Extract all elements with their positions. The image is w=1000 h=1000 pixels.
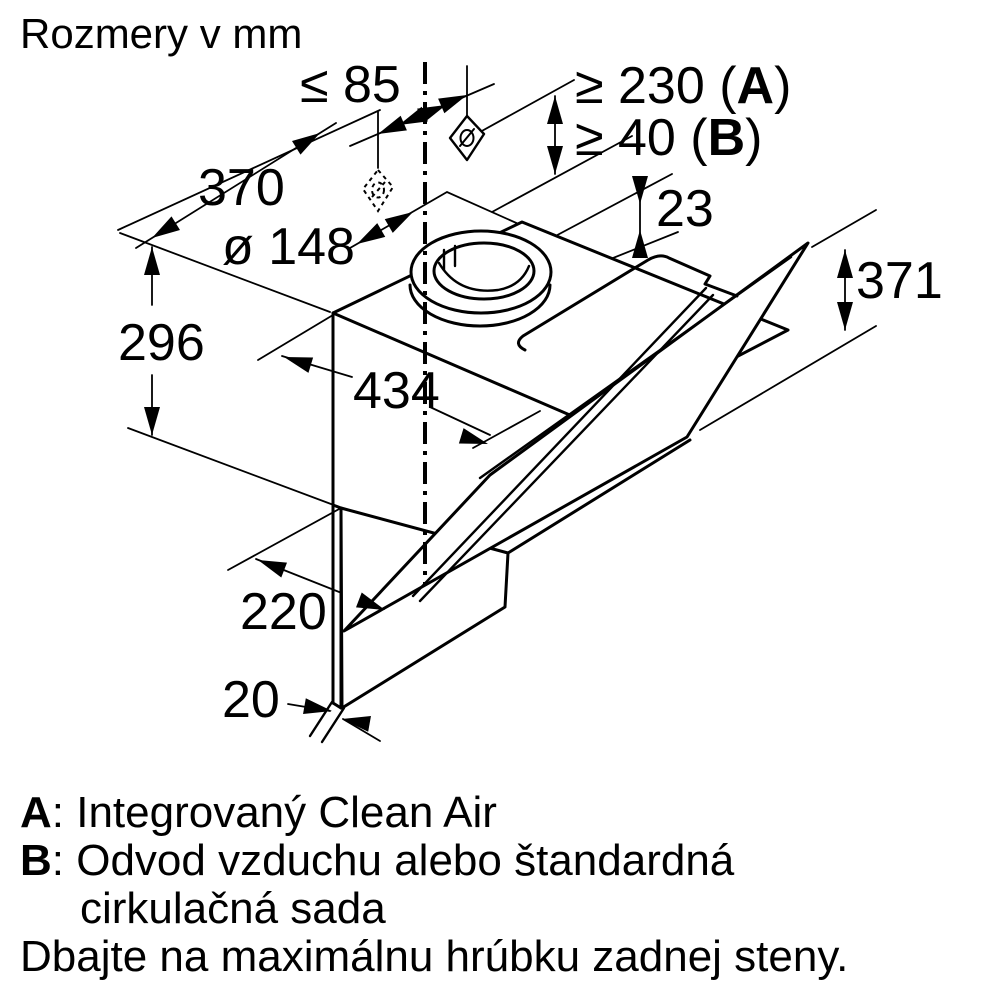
mounting-screw-hidden-icon	[363, 170, 393, 211]
dim-434-ext-left	[258, 315, 333, 360]
dim-148-label: ø 148	[222, 218, 355, 276]
dim-40-label: ≥ 40 (B)	[575, 109, 763, 167]
note-b	[20, 837, 734, 885]
dim-220-label: 220	[240, 583, 327, 641]
page-title: Rozmery v mm	[20, 10, 303, 57]
dim-23-label: 23	[656, 180, 714, 238]
note-a-letter: A	[20, 788, 52, 837]
dim-371-label: 371	[856, 252, 943, 310]
dim-371-ext-top	[812, 210, 876, 247]
dim-85-label: ≤ 85	[300, 56, 401, 114]
dim-230-label: ≥ 230 (A)	[575, 57, 792, 115]
dim-434-label: 434	[353, 362, 440, 420]
dim-296-label: 296	[118, 314, 205, 372]
dim-230-ext-top	[480, 80, 574, 132]
dim-220-ext-left	[228, 508, 341, 570]
note-a	[20, 789, 497, 837]
mounting-screw-icon	[450, 116, 484, 160]
note-a-text: : Integrovaný Clean Air	[51, 788, 497, 837]
note-b-text: : Odvod vzduchu alebo štandardná	[51, 836, 735, 885]
note-b-line2: cirkulačná sada	[80, 884, 386, 933]
dim-23-ext-top	[548, 174, 672, 240]
note-warning: Dbajte na maximálnu hrúbku zadnej steny.	[20, 932, 849, 981]
dim-370-label: 370	[198, 159, 285, 217]
note-b-letter: B	[20, 836, 52, 885]
dim-20-label: 20	[222, 671, 280, 729]
dim-40-letter: B	[707, 109, 746, 167]
dim-230-letter: A	[736, 57, 775, 115]
dim-296-ext-bottom	[128, 428, 339, 507]
